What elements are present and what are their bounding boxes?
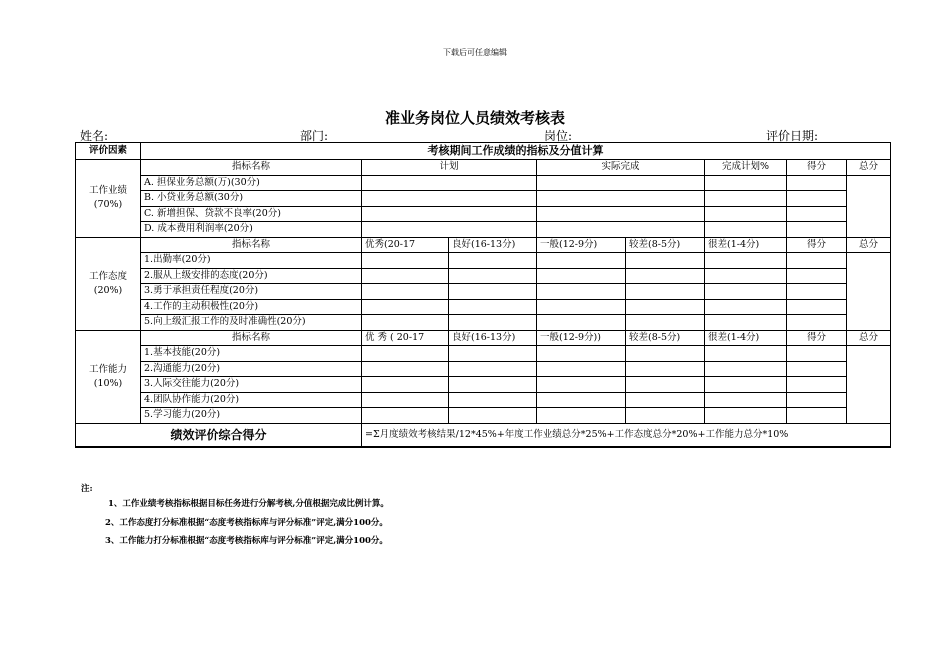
cell-ability-score[interactable] [787, 392, 847, 408]
perf-row-label: A. 担保业务总额(万)(30分) [141, 175, 362, 191]
note-item: 2、工作态度打分标准根据“态度考核指标库与评分标准”评定,满分100分。 [105, 518, 388, 528]
cell-ability[interactable] [537, 346, 626, 362]
ability-col-name: 指标名称 [141, 330, 362, 346]
cell-ability[interactable] [626, 377, 705, 393]
attitude-row-label: 5.向上级汇报工作的及时准确性(20分) [141, 315, 362, 331]
cell-attitude[interactable] [362, 299, 449, 315]
cell-ability-score[interactable] [787, 377, 847, 393]
perf-col-actual: 实际完成 [537, 160, 705, 176]
attitude-row-label: 1.出勤率(20分) [141, 253, 362, 269]
perf-col-score: 得分 [787, 160, 847, 176]
attitude-col-score: 得分 [787, 237, 847, 253]
cell-attitude[interactable] [705, 284, 787, 300]
cell-attitude[interactable] [449, 315, 537, 331]
cell-ability[interactable] [449, 392, 537, 408]
cell-attitude[interactable] [537, 299, 626, 315]
perf-row-label: B. 小贷业务总额(30分) [141, 191, 362, 207]
ability-col-total: 总分 [847, 330, 891, 346]
ability-col-very-poor: 很差(1-4分) [705, 330, 787, 346]
attitude-col-name: 指标名称 [141, 237, 362, 253]
factor-header: 评价因素 [76, 143, 141, 160]
cell-perf-total[interactable] [847, 175, 891, 237]
notes-label: 注: [81, 484, 93, 494]
summary-label: 绩效评价综合得分 [76, 423, 362, 447]
ability-col-excellent: 优 秀 ( 20-17 [362, 330, 449, 346]
cell-ability-total[interactable] [847, 346, 891, 424]
ability-row-label: 3.人际交往能力(20分) [141, 377, 362, 393]
cell-ability[interactable] [449, 377, 537, 393]
cell-attitude-total[interactable] [847, 253, 891, 331]
perf-row-label: C. 新增担保、贷款不良率(20分) [141, 206, 362, 222]
cell-attitude[interactable] [449, 284, 537, 300]
cell-ability[interactable] [537, 361, 626, 377]
cell-ability[interactable] [626, 346, 705, 362]
cell-ability-score[interactable] [787, 361, 847, 377]
cell-perf-score[interactable] [787, 206, 847, 222]
perf-row-label: D. 成本费用利润率(20分) [141, 222, 362, 238]
cell-attitude[interactable] [705, 315, 787, 331]
cell-ability[interactable] [362, 377, 449, 393]
cell-ability[interactable] [705, 408, 787, 424]
cell-attitude-score[interactable] [787, 268, 847, 284]
cell-attitude[interactable] [537, 284, 626, 300]
cell-attitude[interactable] [705, 268, 787, 284]
perf-col-plan: 计划 [362, 160, 537, 176]
cell-attitude[interactable] [537, 268, 626, 284]
perf-category-cell [76, 160, 141, 238]
cell-ability[interactable] [362, 346, 449, 362]
cell-perf-plan[interactable] [362, 175, 537, 191]
ability-category: 工作能力 [88, 363, 127, 375]
main-header: 考核期间工作成绩的指标及分值计算 [141, 143, 891, 160]
cell-attitude[interactable] [626, 284, 705, 300]
attitude-col-poor: 较差(8-5分) [626, 237, 705, 253]
cell-ability[interactable] [362, 408, 449, 424]
dept-label: 部门: [300, 129, 329, 143]
ability-row-label: 4.团队协作能力(20分) [141, 392, 362, 408]
cell-attitude-score[interactable] [787, 299, 847, 315]
perf-category: 工作业绩 [88, 185, 127, 197]
cell-ability[interactable] [362, 361, 449, 377]
cell-attitude[interactable] [626, 299, 705, 315]
date-label: 评价日期: [766, 129, 819, 143]
cell-attitude[interactable] [449, 299, 537, 315]
ability-row-label: 1.基本技能(20分) [141, 346, 362, 362]
cell-perf-actual[interactable] [537, 222, 705, 238]
cell-perf-actual[interactable] [537, 191, 705, 207]
position-label: 岗位: [544, 129, 573, 143]
cell-ability-score[interactable] [787, 346, 847, 362]
note-item: 1、工作业绩考核指标根据目标任务进行分解考核,分值根据完成比例计算。 [108, 499, 389, 509]
ability-row-label: 2.沟通能力(20分) [141, 361, 362, 377]
cell-ability[interactable] [449, 346, 537, 362]
watermark-text: 下载后可任意编辑 [443, 48, 507, 57]
cell-perf-actual[interactable] [537, 175, 705, 191]
cell-perf-actual[interactable] [537, 206, 705, 222]
attitude-row-label: 2.服从上级安排的态度(20分) [141, 268, 362, 284]
note-item: 3、工作能力打分标准根据“态度考核指标库与评分标准”评定,满分100分。 [105, 536, 388, 546]
cell-ability[interactable] [537, 377, 626, 393]
cell-attitude[interactable] [362, 284, 449, 300]
cell-perf-rate[interactable] [705, 206, 787, 222]
ability-weight: (10%) [93, 377, 123, 389]
cell-ability[interactable] [449, 361, 537, 377]
cell-attitude-score[interactable] [787, 284, 847, 300]
attitude-col-excellent: 优秀(20-17 [362, 237, 449, 253]
ability-category-cell [76, 330, 141, 423]
cell-attitude[interactable] [362, 315, 449, 331]
cell-attitude[interactable] [626, 253, 705, 269]
cell-ability[interactable] [626, 361, 705, 377]
perf-col-name: 指标名称 [141, 160, 362, 176]
cell-attitude[interactable] [449, 268, 537, 284]
attitude-col-very-poor: 很差(1-4分) [705, 237, 787, 253]
cell-perf-plan[interactable] [362, 206, 537, 222]
cell-perf-rate[interactable] [705, 191, 787, 207]
attitude-col-average: 一般(12-9分) [537, 237, 626, 253]
cell-attitude-score[interactable] [787, 253, 847, 269]
ability-row-label: 5.学习能力(20分) [141, 408, 362, 424]
cell-perf-score[interactable] [787, 175, 847, 191]
cell-attitude[interactable] [705, 299, 787, 315]
cell-attitude-score[interactable] [787, 315, 847, 331]
cell-ability[interactable] [537, 408, 626, 424]
cell-ability[interactable] [362, 392, 449, 408]
attitude-row-label: 3.勇于承担责任程度(20分) [141, 284, 362, 300]
cell-attitude[interactable] [362, 268, 449, 284]
attitude-category-cell [76, 237, 141, 330]
cell-ability[interactable] [705, 377, 787, 393]
cell-attitude[interactable] [537, 315, 626, 331]
attitude-category: 工作态度 [88, 270, 127, 282]
cell-attitude[interactable] [537, 253, 626, 269]
cell-perf-score[interactable] [787, 222, 847, 238]
cell-ability[interactable] [705, 392, 787, 408]
page-title: 准业务岗位人员绩效考核表 [384, 109, 565, 127]
ability-col-score: 得分 [787, 330, 847, 346]
cell-attitude[interactable] [626, 268, 705, 284]
cell-perf-plan[interactable] [362, 191, 537, 207]
cell-perf-rate[interactable] [705, 222, 787, 238]
attitude-row-label: 4.工作的主动积极性(20分) [141, 299, 362, 315]
cell-ability-score[interactable] [787, 408, 847, 424]
cell-ability[interactable] [626, 408, 705, 424]
cell-perf-plan[interactable] [362, 222, 537, 238]
attitude-col-good: 良好(16-13分) [449, 237, 537, 253]
summary-formula: =Σ月度绩效考核结果/12*45%+年度工作业绩总分*25%+工作态度总分*20%+工作能力总分*10% [362, 423, 891, 447]
cell-attitude[interactable] [626, 315, 705, 331]
cell-ability[interactable] [705, 361, 787, 377]
assessment-table [75, 142, 891, 448]
attitude-col-total: 总分 [847, 237, 891, 253]
cell-perf-score[interactable] [787, 191, 847, 207]
cell-perf-rate[interactable] [705, 175, 787, 191]
cell-attitude[interactable] [705, 253, 787, 269]
ability-col-poor: 较差(8-5分) [626, 330, 705, 346]
cell-ability[interactable] [705, 346, 787, 362]
cell-ability[interactable] [449, 408, 537, 424]
name-label: 姓名: [80, 129, 109, 143]
cell-ability[interactable] [537, 392, 626, 408]
cell-attitude[interactable] [449, 253, 537, 269]
perf-col-rate: 完成计划% [705, 160, 787, 176]
attitude-weight: (20%) [93, 284, 123, 296]
perf-col-total: 总分 [847, 160, 891, 176]
ability-col-average: 一般(12-9分)) [537, 330, 626, 346]
ability-col-good: 良好(16-13分) [449, 330, 537, 346]
perf-weight: (70%) [93, 199, 123, 211]
cell-attitude[interactable] [362, 253, 449, 269]
cell-ability[interactable] [626, 392, 705, 408]
